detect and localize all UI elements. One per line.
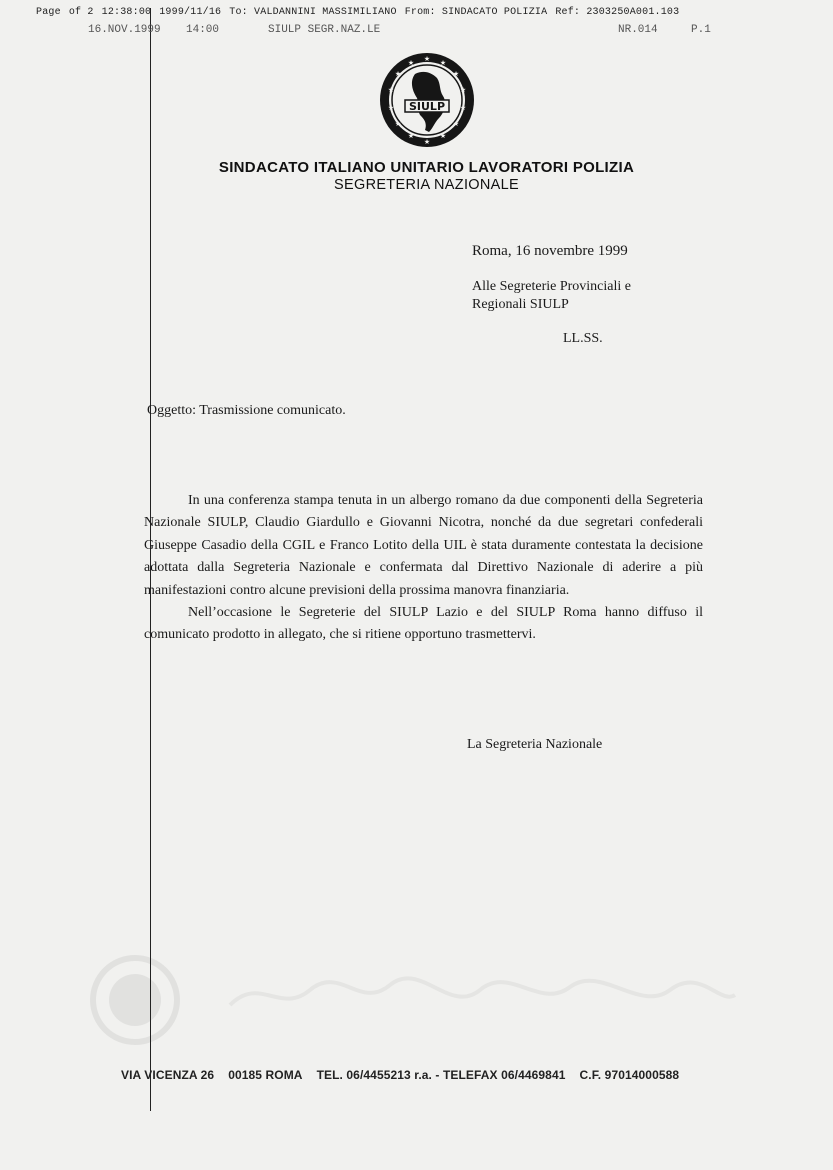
recipient-line-2: Regionali SIULP	[472, 297, 569, 312]
logo-text: SIULP	[408, 100, 446, 113]
svg-text:★: ★	[394, 120, 402, 128]
svg-text:★: ★	[459, 104, 467, 112]
svg-text:★: ★	[407, 59, 415, 67]
svg-text:★: ★	[423, 55, 431, 63]
svg-text:★: ★	[394, 70, 402, 78]
fax-sender: SIULP SEGR.NAZ.LE	[268, 24, 381, 36]
organization-name: SINDACATO ITALIANO UNITARIO LAVORATORI POLIZIA	[218, 159, 635, 176]
svg-text:★: ★	[387, 86, 395, 94]
fax-ref: Ref: 2303250A001.103	[555, 7, 680, 18]
svg-text:★: ★	[452, 70, 460, 78]
footer-city: 00185 ROMA	[228, 1068, 303, 1082]
fax-to: To: VALDANNINI MASSIMILIANO	[229, 7, 397, 18]
watermark-script	[220, 965, 740, 1025]
svg-text:★: ★	[423, 138, 431, 146]
letterhead-footer	[121, 1068, 693, 1082]
fax-page-of: of 2	[68, 7, 94, 18]
body-paragraph-1: In una conferenza stampa tenuta in un albergo romano da due componenti della Segreteria Nazionale SIULP, Claudio Giardullo e Giovanni Nicotra, nonché da due segretari confederali Giuseppe Casadio della CGIL e Franco Lotito della UIL è stata duramente contestata la decisione adottata dalla Segreteria Nazionale e confermata dal Direttivo Nazionale di aderire a più manifestazioni contro alcune previsioni della prossima manovra finanziaria.	[144, 493, 703, 598]
watermark-seal	[70, 955, 200, 1045]
fax-time-2: 14:00	[186, 24, 220, 36]
fax-page-label: Page	[36, 7, 61, 18]
svg-text:★: ★	[459, 86, 467, 94]
footer-address: VIA VICENZA 26	[121, 1068, 215, 1082]
svg-text:★: ★	[387, 104, 395, 112]
letter-date: Roma, 16 novembre 1999	[472, 243, 628, 259]
fax-page-number: P.1	[691, 24, 711, 36]
svg-text:★: ★	[439, 132, 447, 140]
body-paragraph-2: Nell’occasione le Segreterie del SIULP Lazio e del SIULP Roma hanno diffuso il comunicato prodotto in allegato, che si ritiene opportuno trasmettervi.	[144, 605, 703, 643]
svg-text:★: ★	[439, 59, 447, 67]
letter-signature: La Segreteria Nazionale	[467, 737, 603, 752]
fax-number: NR.014	[618, 24, 658, 36]
recipient-llss: LL.SS.	[563, 331, 603, 346]
footer-tax-code: C.F. 97014000588	[579, 1068, 680, 1082]
fax-date: 1999/11/16	[159, 7, 222, 18]
letter-subject: Oggetto: Trasmissione comunicato.	[147, 403, 346, 418]
recipient-block	[472, 278, 692, 314]
svg-text:★: ★	[452, 120, 460, 128]
fax-from: From: SINDACATO POLIZIA	[404, 7, 548, 18]
letterhead	[0, 159, 833, 193]
letter-body	[144, 490, 703, 647]
fax-header-line-1	[36, 7, 687, 18]
organization-department: SEGRETERIA NAZIONALE	[334, 177, 519, 193]
siulp-logo	[379, 52, 475, 148]
fax-date-2: 16.NOV.1999	[88, 24, 161, 36]
svg-text:★: ★	[407, 132, 415, 140]
fax-time: 12:38:00	[101, 7, 152, 18]
recipient-line-1: Alle Segreterie Provinciali e	[472, 279, 631, 294]
footer-telephone: TEL. 06/4455213 r.a. - TELEFAX 06/4469841	[316, 1068, 566, 1082]
